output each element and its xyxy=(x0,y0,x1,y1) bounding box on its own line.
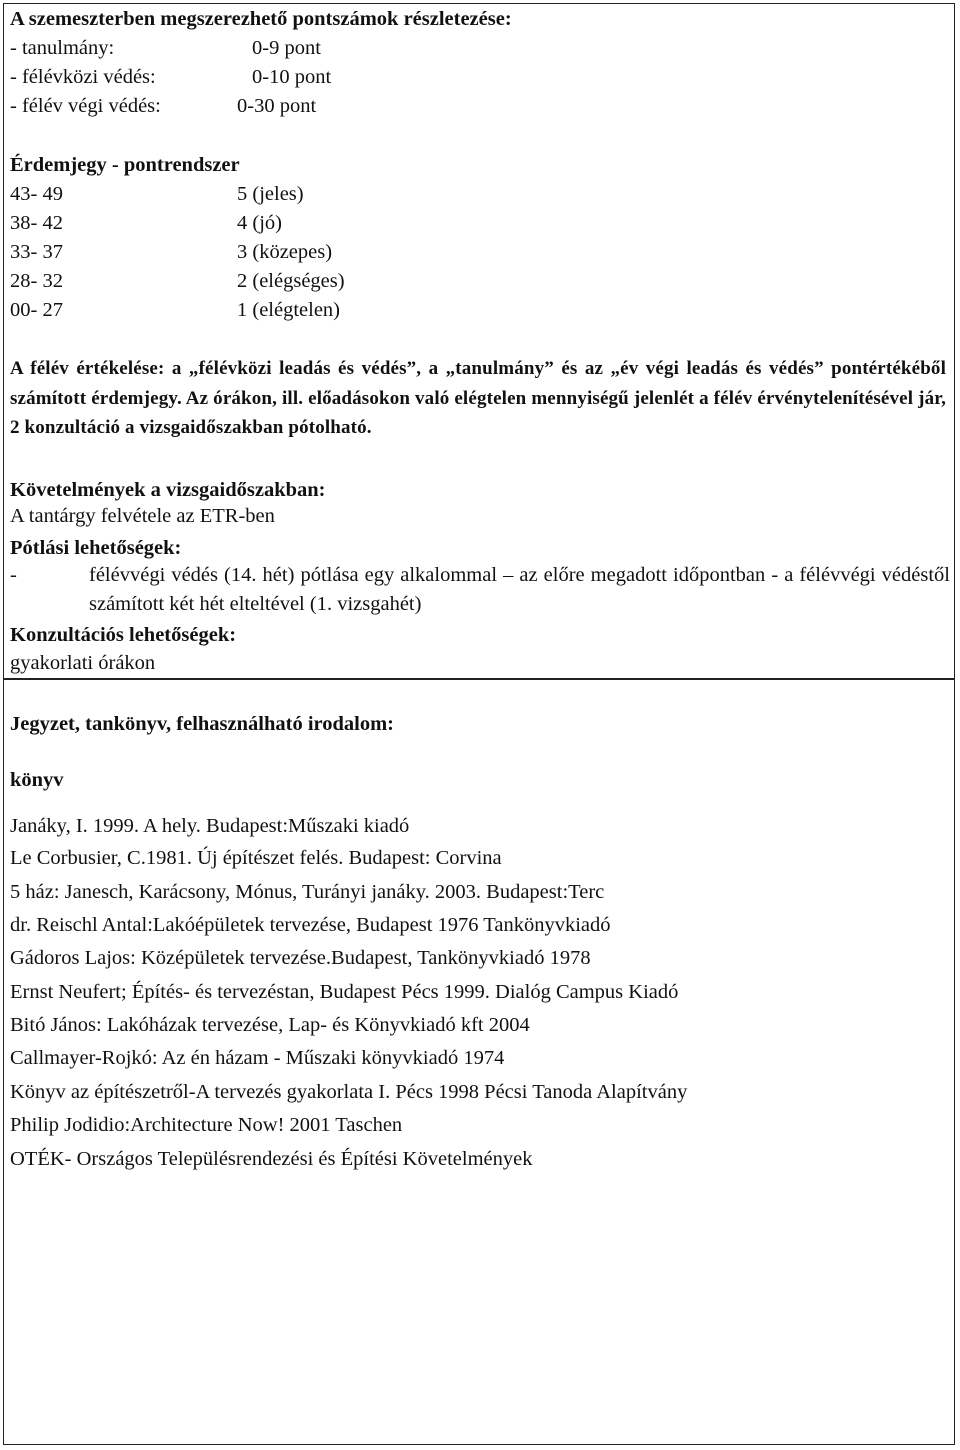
literature-item: Janáky, I. 1999. A hely. Budapest:Műszaki kiadó xyxy=(10,815,410,837)
grading-range: 38- 42 xyxy=(10,212,63,234)
literature-item: OTÉK- Országos Településrendezési és Építési Követelmények xyxy=(10,1148,533,1170)
points-row-value: 0-10 pont xyxy=(252,66,332,88)
grading-grade: 4 (jó) xyxy=(237,212,282,234)
literature-item: Philip Jodidio:Architecture Now! 2001 Taschen xyxy=(10,1114,403,1136)
literature-item: Könyv az építészetről-A tervezés gyakorlata I. Pécs 1998 Pécsi Tanoda Alapítvány xyxy=(10,1081,688,1103)
requirements-text: A tantárgy felvétele az ETR-ben xyxy=(10,505,275,527)
retake-item xyxy=(10,561,950,619)
literature-item: Gádoros Lajos: Középületek tervezése.Budapest, Tankönyvkiadó 1978 xyxy=(10,947,591,969)
grading-grade: 2 (elégséges) xyxy=(237,270,345,292)
requirements-heading: Követelmények a vizsgaidőszakban: xyxy=(10,479,326,501)
grading-grade: 3 (közepes) xyxy=(237,241,333,263)
grading-range: 43- 49 xyxy=(10,183,63,205)
retake-text: félévvégi védés (14. hét) pótlása egy alkalommal – az előre megadott időpontban - a félévvégi védéstől számított két hét elteltével (1. vizsgahét) xyxy=(89,564,950,615)
retake-dash: - xyxy=(10,564,17,586)
grading-heading: Érdemjegy - pontrendszer xyxy=(10,154,240,176)
points-heading: A szemeszterben megszerezhető pontszámok részletezése: xyxy=(10,8,512,30)
evaluation-paragraph: A félév értékelése: a „félévközi leadás és védés”, a „tanulmány” és az „év végi leadás és védés” pontértékéből számított érdemjegy. Az órákon, ill. előadásokon való elégtelen mennyiségű jelenlét a félév érvénytelenítésével jár, 2 konzultáció a vizsgaidőszakban pótolható. xyxy=(10,358,946,438)
points-row-value: 0-9 pont xyxy=(252,37,321,59)
literature-subheading: könyv xyxy=(10,769,64,791)
points-row-value: 0-30 pont xyxy=(237,95,317,117)
literature-item: Le Corbusier, C.1981. Új építészet felés. Budapest: Corvina xyxy=(10,847,502,869)
points-row-label: - félév végi védés: xyxy=(10,95,161,117)
literature-item: 5 ház: Janesch, Karácsony, Mónus, Turányi janáky. 2003. Budapest:Terc xyxy=(10,881,605,903)
literature-item: Callmayer-Rojkó: Az én házam - Műszaki könyvkiadó 1974 xyxy=(10,1047,505,1069)
literature-item: Bitó János: Lakóházak tervezése, Lap- és Könyvkiadó kft 2004 xyxy=(10,1014,530,1036)
points-row-label: - félévközi védés: xyxy=(10,66,156,88)
consultation-heading: Konzultációs lehetőségek: xyxy=(10,624,237,646)
points-row-label: - tanulmány: xyxy=(10,37,115,59)
grading-grade: 5 (jeles) xyxy=(237,183,304,205)
retake-heading: Pótlási lehetőségek: xyxy=(10,537,182,559)
consultation-text: gyakorlati órákon xyxy=(10,652,156,674)
grading-range: 28- 32 xyxy=(10,270,63,292)
grading-range: 00- 27 xyxy=(10,299,63,321)
literature-item: dr. Reischl Antal:Lakóépületek tervezése, Budapest 1976 Tankönyvkiadó xyxy=(10,914,611,936)
literature-item: Ernst Neufert; Építés- és tervezéstan, Budapest Pécs 1999. Dialóg Campus Kiadó xyxy=(10,981,679,1003)
literature-heading: Jegyzet, tankönyv, felhasználható irodalom: xyxy=(10,713,394,735)
grading-grade: 1 (elégtelen) xyxy=(237,299,341,321)
grading-range: 33- 37 xyxy=(10,241,63,263)
